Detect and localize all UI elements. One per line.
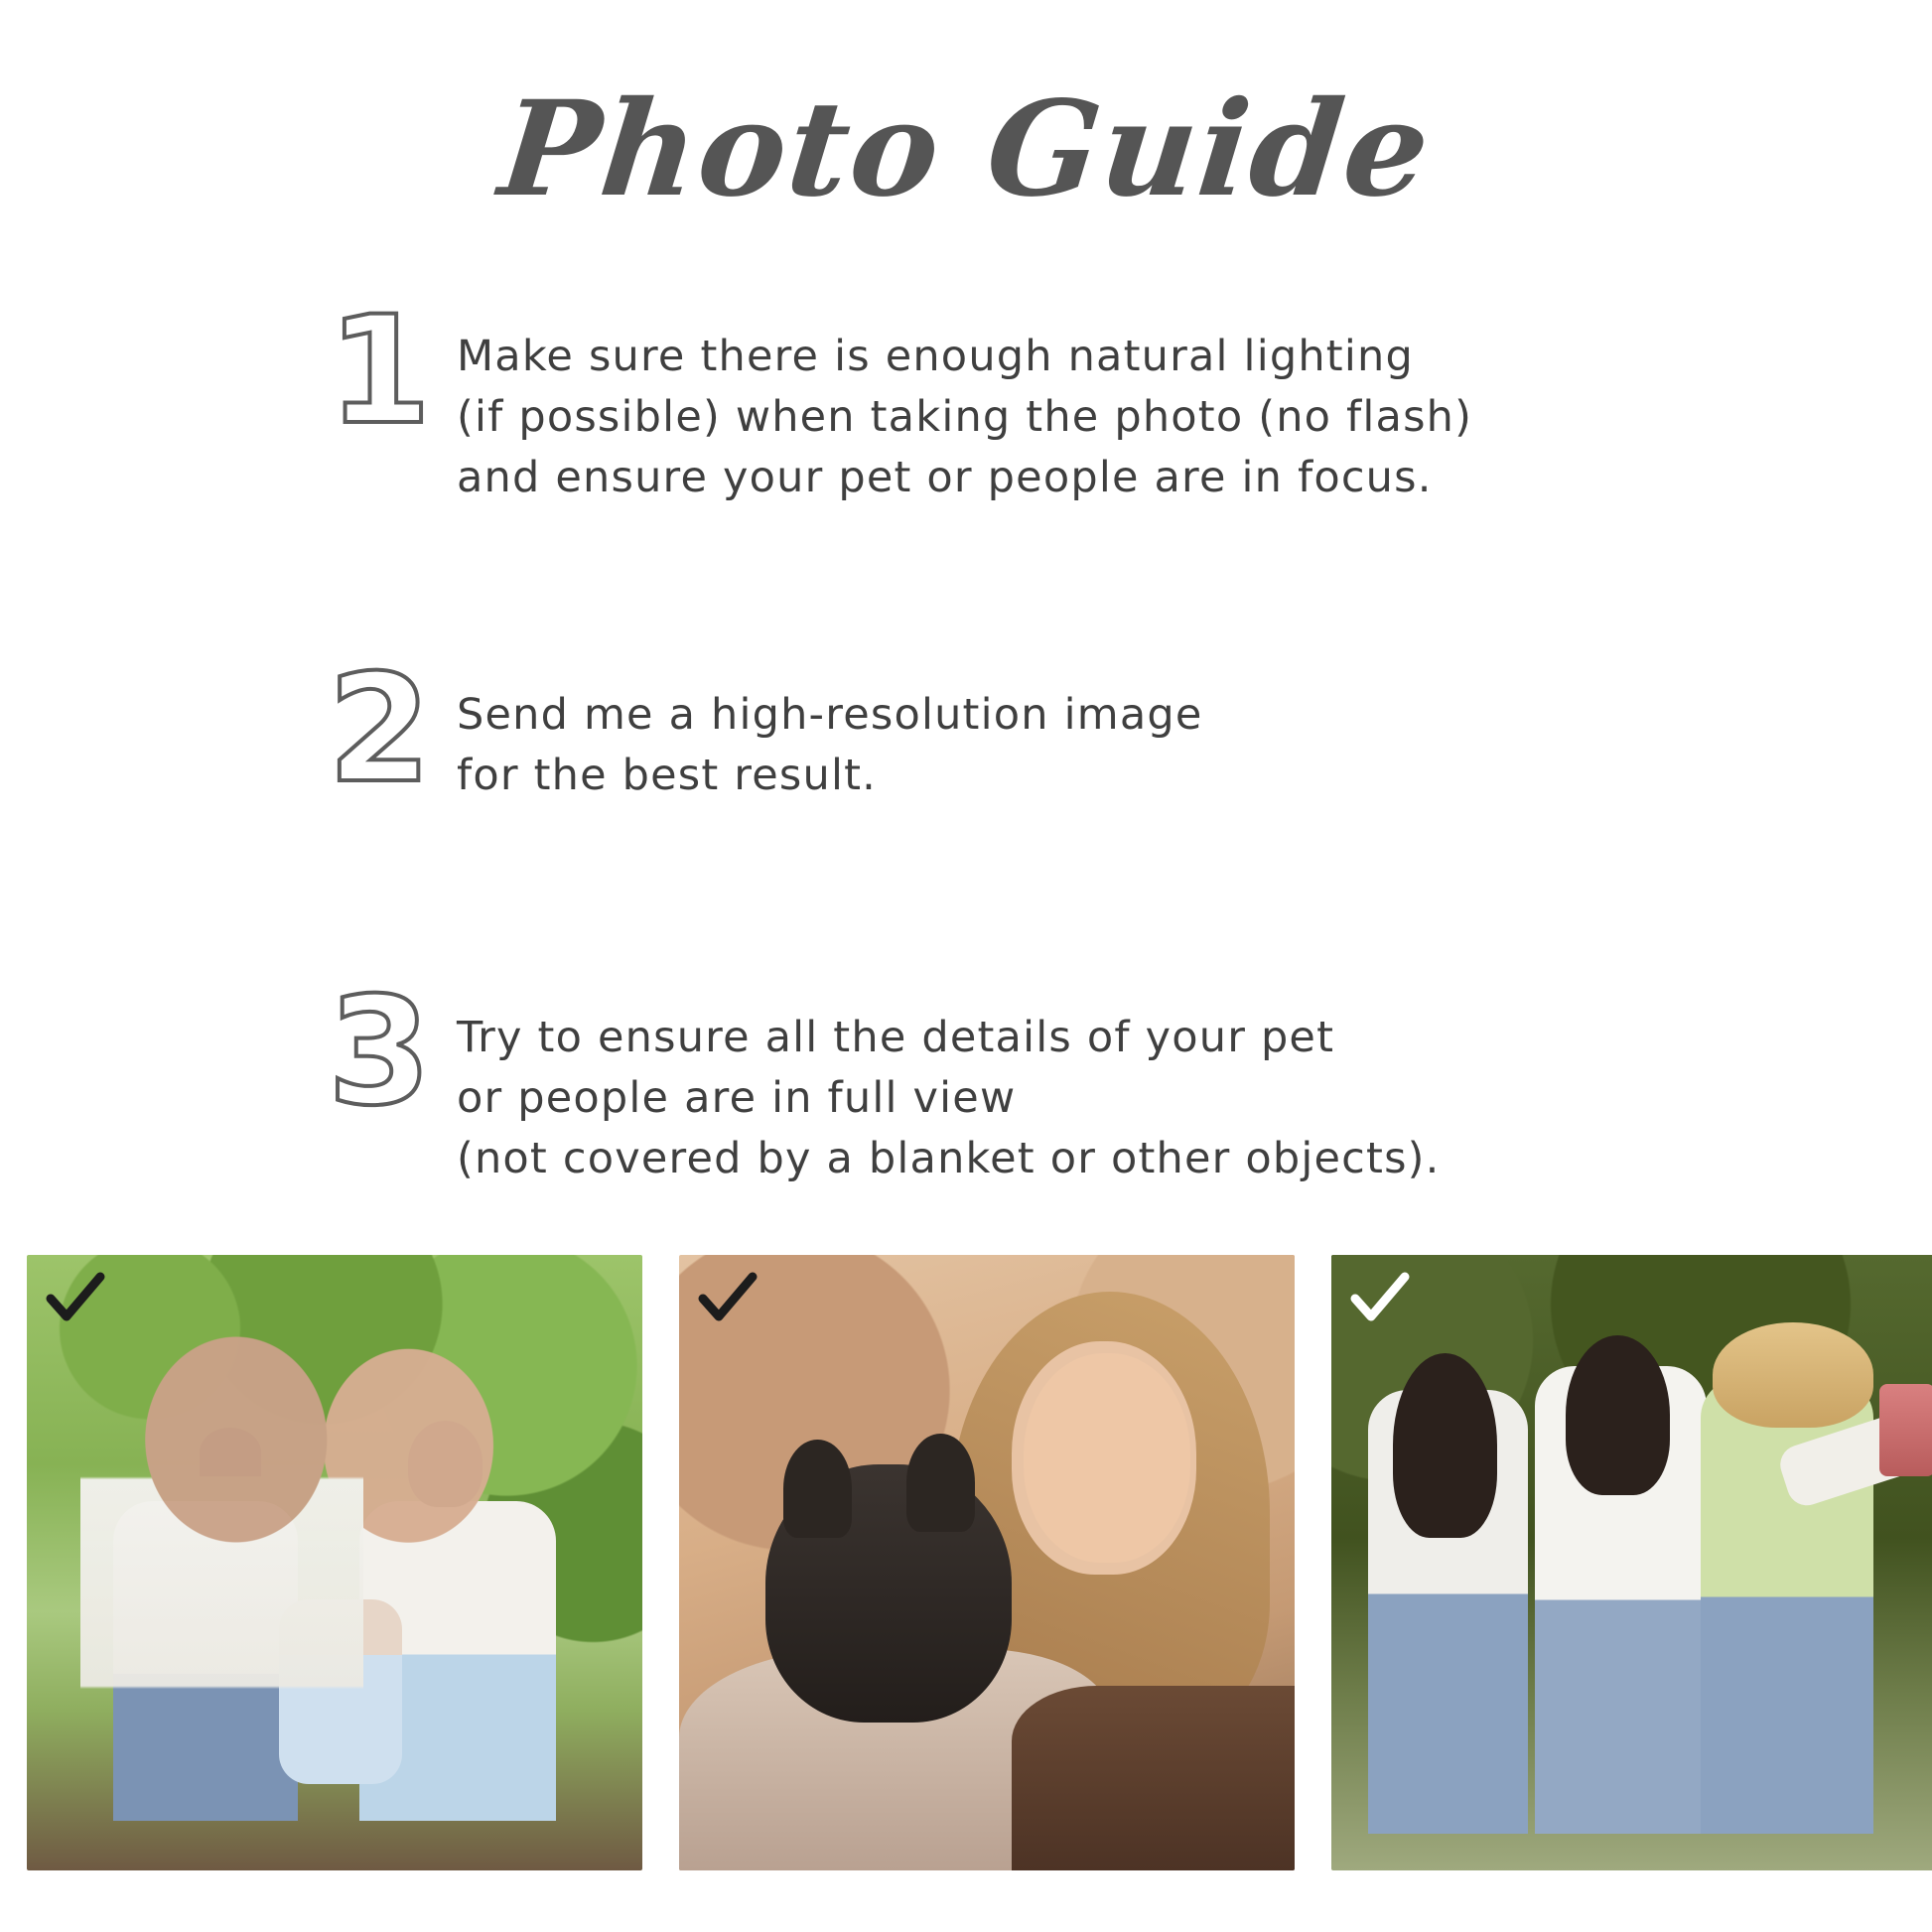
step-item — [328, 285, 1813, 508]
title-section — [0, 0, 1932, 226]
step-line: Try to ensure all the details of your pet — [457, 1013, 1335, 1063]
step-line: (not covered by a blanket or other objects). — [457, 1134, 1441, 1184]
step-line: and ensure your pet or people are in focus. — [457, 453, 1433, 503]
step-number-2: 2 — [328, 643, 432, 817]
page-title: Photo Guide — [493, 72, 1439, 226]
step-line: or people are in full view — [457, 1073, 1017, 1124]
step-text-3 — [457, 1002, 1813, 1189]
photo-scene — [27, 1255, 642, 1870]
step-item — [328, 643, 1813, 828]
example-photo-family — [27, 1255, 642, 1870]
example-photo-row — [27, 1255, 1905, 1870]
photo-scene — [1331, 1255, 1932, 1870]
step-line: Make sure there is enough natural lighting — [457, 332, 1414, 382]
example-photo-friends — [1331, 1255, 1932, 1870]
step-line: (if possible) when taking the photo (no flash) — [457, 392, 1473, 443]
step-number-1: 1 — [328, 285, 432, 459]
check-icon — [1349, 1269, 1411, 1330]
step-item — [328, 966, 1813, 1189]
check-icon — [697, 1269, 759, 1330]
steps-list — [0, 285, 1932, 1189]
step-text-1 — [457, 321, 1813, 508]
example-photo-dog — [679, 1255, 1295, 1870]
photo-scene — [679, 1255, 1295, 1870]
step-text-2 — [457, 679, 1813, 806]
step-number-3: 3 — [328, 966, 432, 1140]
step-line: Send me a high-resolution image — [457, 690, 1203, 741]
step-line: for the best result. — [457, 751, 878, 801]
check-icon — [45, 1269, 106, 1330]
